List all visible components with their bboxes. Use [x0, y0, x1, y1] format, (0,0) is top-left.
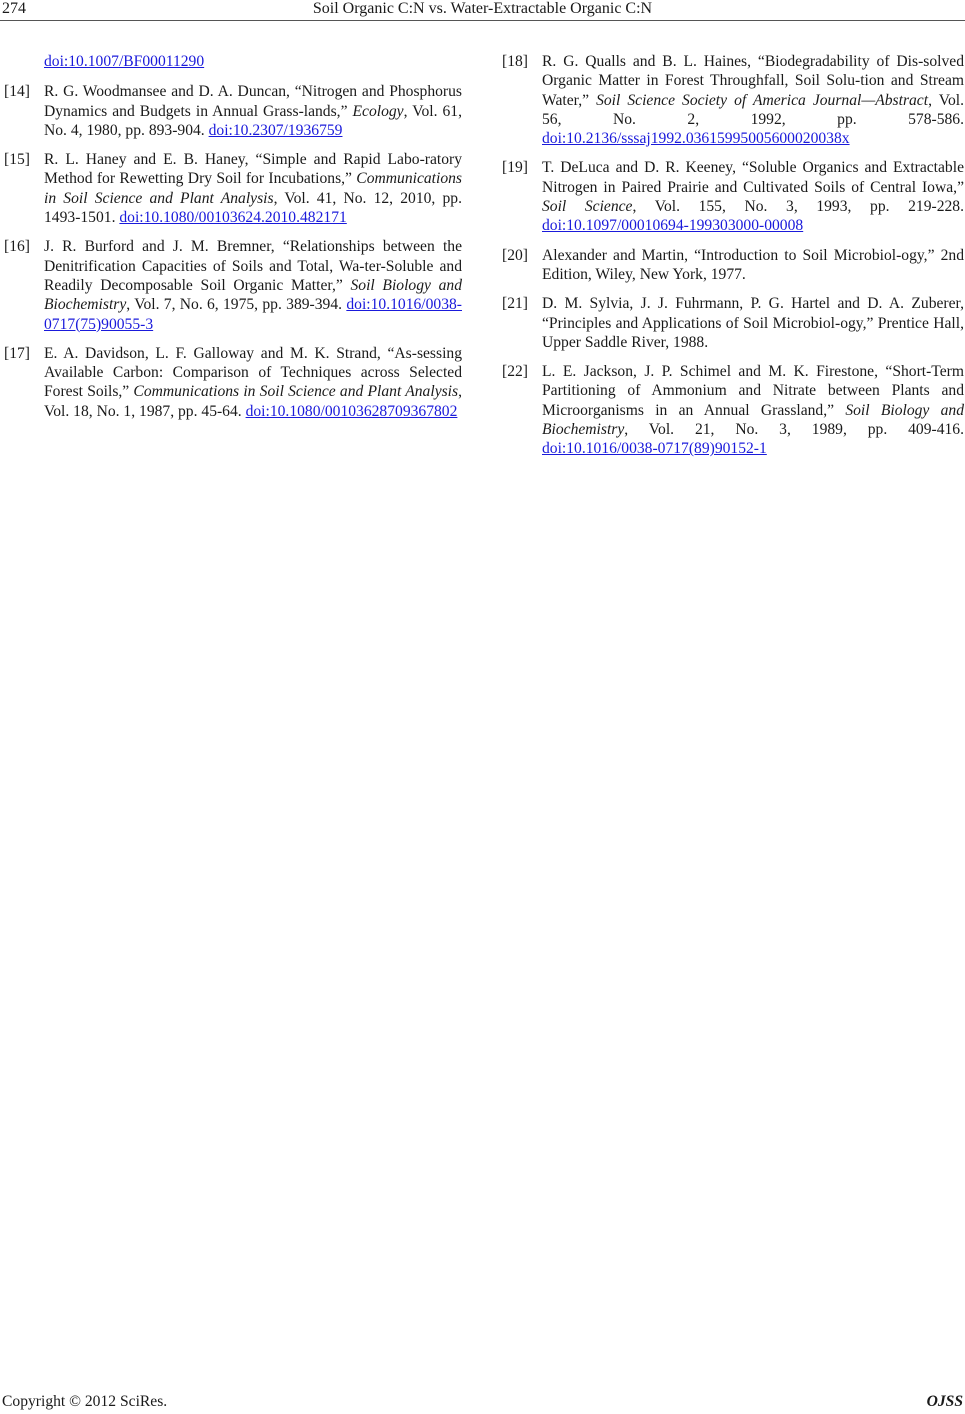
reference-text	[44, 237, 462, 333]
doi-link[interactable]: doi:10.1016/0038-0717(89)90152-1	[542, 440, 767, 458]
reference-entry	[4, 237, 462, 333]
reference-number: [15]	[4, 151, 30, 169]
page-number: 274	[2, 0, 26, 17]
reference-list-left	[4, 82, 462, 421]
reference-entry	[4, 344, 462, 421]
reference-authors-title: E. A. Davidson, L. F. Galloway and M. K. Strand, “As-sessing Available Carbon: Comparison of Techniques across Selected Forest Soils,”	[44, 344, 462, 401]
reference-number: [18]	[502, 53, 528, 70]
doi-link[interactable]: doi:10.1080/00103624.2010.482171	[119, 209, 347, 227]
reference-number: [21]	[502, 295, 528, 313]
reference-authors-title: R. G. Woodmansee and D. A. Duncan, “Nitrogen and Phosphorus Dynamics and Budgets in Annual Grass-lands,”	[44, 83, 462, 120]
copyright-notice: Copyright © 2012 SciRes.	[2, 1393, 168, 1410]
reference-journal: Ecology	[352, 102, 404, 120]
reference-journal: Communications in Soil Science and Plant Analysis	[133, 383, 459, 401]
reference-text	[44, 344, 462, 421]
journal-abbreviation: OJSS	[926, 1393, 963, 1410]
reference-details: , Vol. 155, No. 3, 1993, pp. 219-228.	[632, 198, 964, 216]
reference-authors-title: R. G. Qualls and B. L. Haines, “Biodegradability of Dis-solved Organic Matter in Forest Throughfall, Soil Solu-tion and Stream Water,”	[542, 53, 964, 109]
reference-list-right	[502, 52, 964, 459]
reference-number: [20]	[502, 246, 528, 264]
reference-entry	[502, 246, 964, 285]
reference-details: , Vol. 21, No. 3, 1989, pp. 409-416.	[624, 421, 964, 439]
reference-details: , Vol. 18, No. 1, 1987, pp. 45-64.	[44, 383, 462, 420]
reference-text	[44, 150, 462, 227]
page-header	[0, 0, 965, 22]
reference-text	[542, 362, 964, 458]
reference-details: , Vol. 7, No. 6, 1975, pp. 389-394.	[126, 296, 347, 314]
reference-text	[44, 82, 462, 140]
reference-details: , Vol. 61, No. 4, 1980, pp. 893-904.	[44, 102, 462, 139]
reference-authors-title: T. DeLuca and D. R. Keeney, “Soluble Organics and Extractable Nitrogen in Paired Prairie and Cultivated Soils of Central Iowa,”	[542, 159, 964, 196]
header-rule	[0, 20, 965, 21]
reference-entry	[4, 82, 462, 140]
doi-link[interactable]: doi:10.1016/0038-0717(75)90055-3	[44, 296, 462, 333]
doi-link[interactable]: doi:10.1097/00010694-199303000-00008	[542, 217, 804, 235]
left-column	[4, 52, 462, 431]
reference-number: [14]	[4, 83, 30, 101]
reference-journal: Soil Science	[542, 198, 633, 216]
reference-entry	[502, 158, 964, 235]
reference-journal: Soil Biology and Biochemistry	[44, 276, 463, 314]
reference-number: [17]	[4, 344, 30, 362]
reference-number: [16]	[4, 238, 30, 256]
doi-link[interactable]: doi:10.1007/BF00011290	[44, 53, 205, 70]
doi-link[interactable]: doi:10.2136/sssaj1992.03615995005600020038x	[542, 130, 850, 148]
reference-details: , Vol. 41, No. 12, 2010, pp. 1493-1501.	[44, 189, 462, 227]
reference-authors-title: D. M. Sylvia, J. J. Fuhrmann, P. G. Hartel and D. A. Zuberer, “Principles and Applications of Soil Microbiol-ogy,” Prentice Hall, Upper Saddle River, 1988.	[542, 295, 964, 351]
reference-journal: Communications in Soil Science and Plant Analysis	[44, 170, 462, 207]
reference-details: , Vol. 56, No. 2, 1992, pp. 578-586.	[542, 91, 964, 128]
doi-link[interactable]: doi:10.2307/1936759	[208, 121, 343, 139]
reference-journal: Soil Biology and Biochemistry	[542, 401, 965, 439]
right-column	[502, 52, 964, 469]
reference-journal: Soil Science Society of America Journal—Abstract	[596, 91, 929, 109]
reference-number: [19]	[502, 159, 528, 177]
reference-entry	[502, 362, 964, 458]
reference-text	[542, 294, 964, 352]
reference-authors-title: J. R. Burford and J. M. Bremner, “Relationships between the Denitrification Capacities of Soils and Total, Wa-ter-Soluble and Readily Decomposable Soil Organic Matter,”	[44, 238, 462, 294]
reference-authors-title: R. L. Haney and E. B. Haney, “Simple and Rapid Labo-ratory Method for Rewetting Dry Soil for Incubations,”	[44, 151, 462, 188]
reference-text	[542, 158, 964, 235]
reference-authors-title: Alexander and Martin, “Introduction to Soil Microbiol-ogy,” 2nd Edition, Wiley, New York, 1977.	[542, 246, 964, 283]
reference-number: [22]	[502, 363, 528, 381]
running-title: Soil Organic C:N vs. Water-Extractable Organic C:N	[312, 0, 653, 17]
doi-link[interactable]: doi:10.1080/00103628709367802	[245, 402, 458, 420]
reference-text	[542, 52, 964, 148]
reference-text	[542, 246, 964, 285]
reference-authors-title: L. E. Jackson, J. P. Schimel and M. K. Firestone, “Short-Term Partitioning of Ammonium and Nitrate between Plants and Microorganisms in an Annual Grassland,”	[542, 363, 964, 419]
reference-entry	[502, 52, 964, 148]
reference-entry	[4, 150, 462, 227]
reference-continuation	[4, 52, 462, 71]
reference-entry	[502, 294, 964, 352]
